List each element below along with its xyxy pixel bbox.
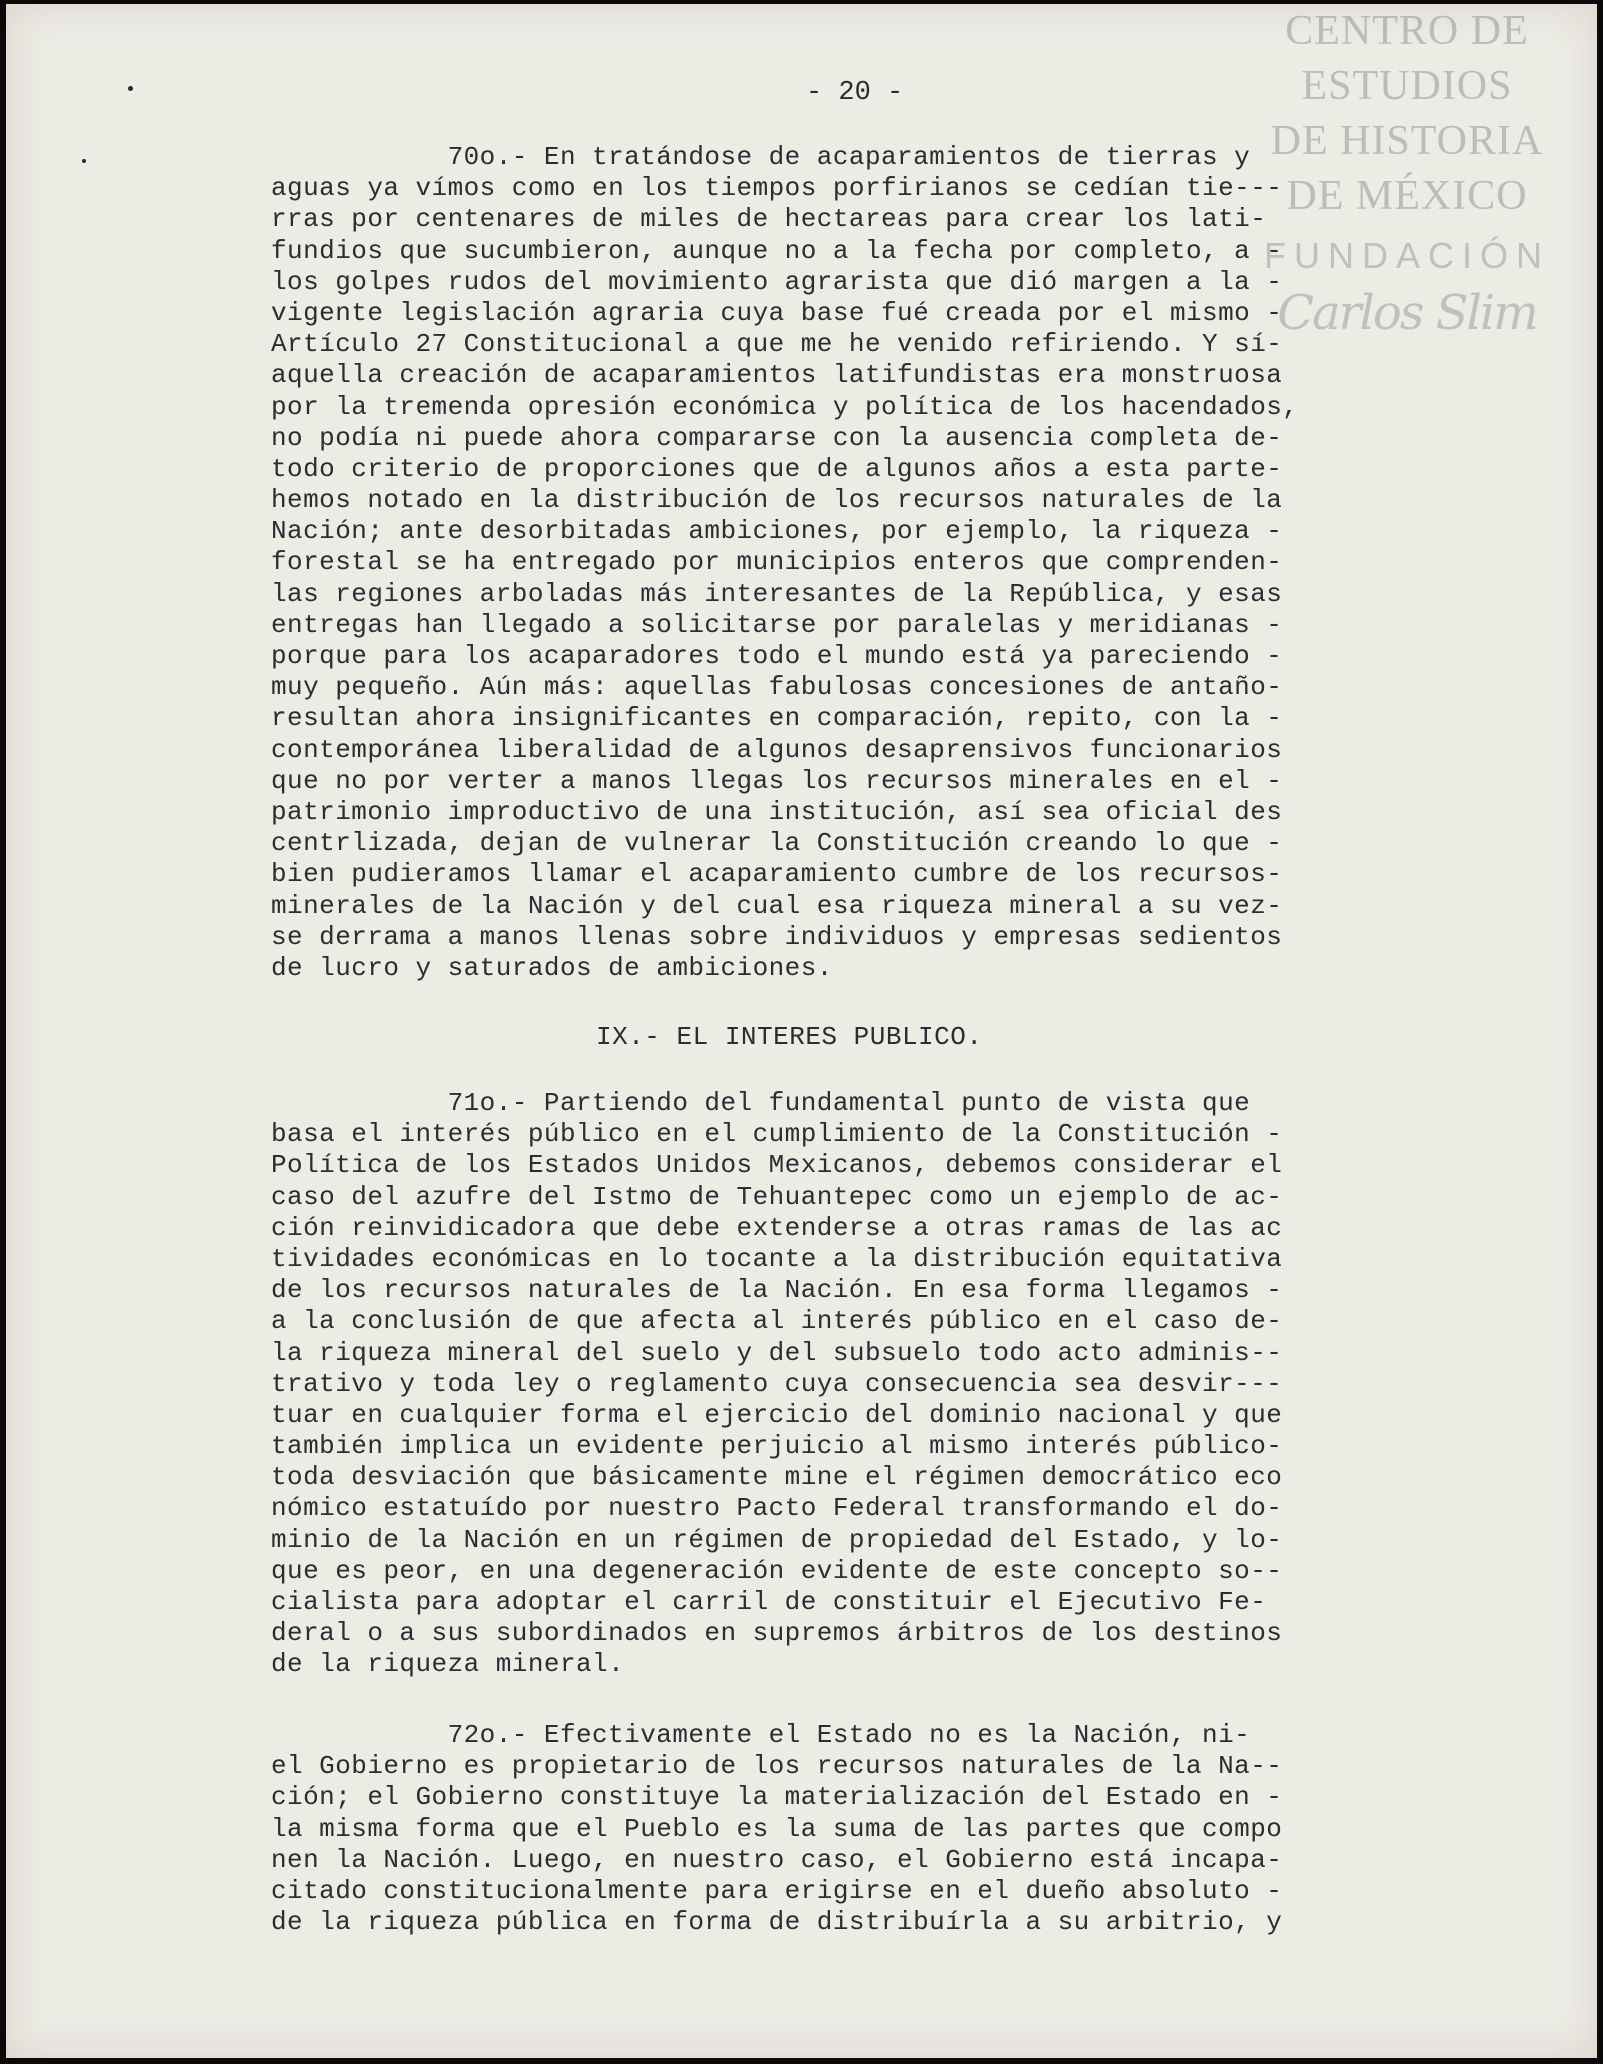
paragraph-71 [271,1088,1496,1681]
text-line: también implica un evidente perjuicio al mismo interés público- [271,1431,1283,1462]
text-line: porque para los acaparadores todo el mundo está ya pareciendo - [271,641,1283,671]
paragraph-70 [271,142,1496,984]
text-line: patrimonio improductivo de una institución, así sea oficial des [271,796,1283,827]
text-line: trativo y toda ley o reglamento cuya consecuencia sea desvir--- [271,1368,1283,1399]
ink-speck [82,159,86,163]
text-line: entregas han llegado a solicitarse por paralelas y meridianas - [271,609,1283,640]
text-line: nen la Nación. Luego, en nuestro caso, el Gobierno está incapa- [271,1844,1283,1875]
text-line: tuar en cualquier forma el ejercicio del dominio nacional y que [271,1399,1283,1430]
text-line: el Gobierno es propietario de los recursos naturales de la Na-- [271,1751,1283,1782]
watermark-signature: Carlos Slim [1277,285,1537,341]
text-line: aquella creación de acaparamientos latifundistas era monstruosa [271,360,1283,391]
paragraph-72 [271,1720,1496,1938]
document-page [6,4,1597,2058]
text-line: 71o.- Partiendo del fundamental punto de vista que [271,1088,1251,1118]
text-line: que no por verter a manos llegas los recursos minerales en el - [271,765,1283,796]
text-line: 72o.- Efectivamente el Estado no es la Nación, ni- [271,1720,1251,1750]
text-line: muy pequeño. Aún más: aquellas fabulosas concesiones de antaño- [271,672,1283,703]
section-heading: IX.- EL INTERES PUBLICO. [596,1022,983,1052]
text-line: no podía ni puede ahora compararse con la ausencia completa de- [271,422,1283,453]
watermark-line-3: DE HISTORIA [1270,118,1544,164]
ink-speck [128,86,133,91]
text-line: forestal se ha entregado por municipios enteros que comprenden- [271,547,1283,578]
text-line: hemos notado en la distribución de los recursos naturales de la [271,485,1283,516]
text-line: minio de la Nación en un régimen de propiedad del Estado, y lo- [271,1524,1283,1555]
watermark-line-5: FUNDACIÓN [1264,235,1550,276]
text-line: Política de los Estados Unidos Mexicanos, debemos considerar el [271,1150,1283,1181]
text-line: se derrama a manos llenas sobre individuos y empresas sedientos [271,921,1283,952]
text-line: ción; el Gobierno constituye la materialización del Estado en - [271,1782,1283,1813]
text-line: 70o.- En tratándose de acaparamientos de tierras y [271,142,1251,172]
text-line: rras por centenares de miles de hectareas para crear los lati- [271,204,1267,235]
text-line: la riqueza mineral del suelo y del subsuelo todo acto adminis-- [271,1337,1283,1368]
text-line: bien pudieramos llamar el acaparamiento cumbre de los recursos- [271,859,1283,890]
text-line: por la tremenda opresión económica y política de los hacendados, [271,391,1299,422]
watermark-line-2: ESTUDIOS [1301,63,1513,109]
text-line: a la conclusión de que afecta al interés público en el caso de- [271,1306,1283,1337]
text-line: cialista para adoptar el carril de constituir el Ejecutivo Fe- [271,1587,1267,1617]
text-line: de la riqueza mineral. [271,1649,625,1680]
text-line: contemporánea liberalidad de algunos desaprensivos funcionarios [271,734,1283,765]
text-line: citado constitucionalmente para erigirse en el dueño absoluto - [271,1875,1283,1906]
text-line: ción reinvidicadora que debe extenderse a otras ramas de las ac [271,1212,1283,1243]
text-line: basa el interés público en el cumplimiento de la Constitución - [271,1119,1283,1150]
text-line: las regiones arboladas más interesantes de la República, y esas [271,578,1283,609]
text-line: de los recursos naturales de la Nación. En esa forma llegamos - [271,1275,1283,1306]
text-line: que es peor, en una degeneración evidente de este concepto so-- [271,1555,1283,1586]
text-line: resultan ahora insignificantes en comparación, repito, con la - [271,703,1283,734]
text-line: caso del azufre del Istmo de Tehuantepec como un ejemplo de ac- [271,1181,1283,1212]
text-line: deral o a sus subordinados en supremos árbitros de los destinos [271,1618,1283,1649]
text-line: toda desviación que básicamente mine el régimen democrático eco [271,1462,1283,1493]
text-line: nómico estatuído por nuestro Pacto Federal transformando el do- [271,1493,1283,1524]
text-line: Nación; ante desorbitadas ambiciones, por ejemplo, la riqueza - [271,516,1283,547]
text-line: la misma forma que el Pueblo es la suma de las partes que compo [271,1813,1283,1844]
text-line: centrlizada, dejan de vulnerar la Constitución creando lo que - [271,828,1283,859]
text-line: aguas ya vímos como en los tiempos porfirianos se cedían tie--- [271,173,1283,204]
text-line: fundios que sucumbieron, aunque no a la fecha por completo, a - [271,235,1283,266]
text-line: los golpes rudos del movimiento agrarista que dió margen a la - [271,266,1283,297]
text-line: todo criterio de proporciones que de algunos años a esta parte- [271,453,1283,484]
text-line: minerales de la Nación y del cual esa riqueza mineral a su vez- [271,890,1283,921]
text-line: de lucro y saturados de ambiciones. [271,952,833,983]
watermark-line-4: DE MÉXICO [1286,173,1528,219]
watermark-line-1: CENTRO DE [1285,8,1529,54]
text-line: de la riqueza pública en forma de distribuírla a su arbitrio, y [271,1907,1283,1938]
text-line: Artículo 27 Constitucional a que me he venido refiriendo. Y sí- [271,329,1283,360]
text-line: vigente legislación agraria cuya base fué creada por el mismo - [271,297,1283,328]
page-number: - 20 - [806,78,904,108]
text-line: tividades económicas en lo tocante a la distribución equitativa [271,1243,1283,1274]
